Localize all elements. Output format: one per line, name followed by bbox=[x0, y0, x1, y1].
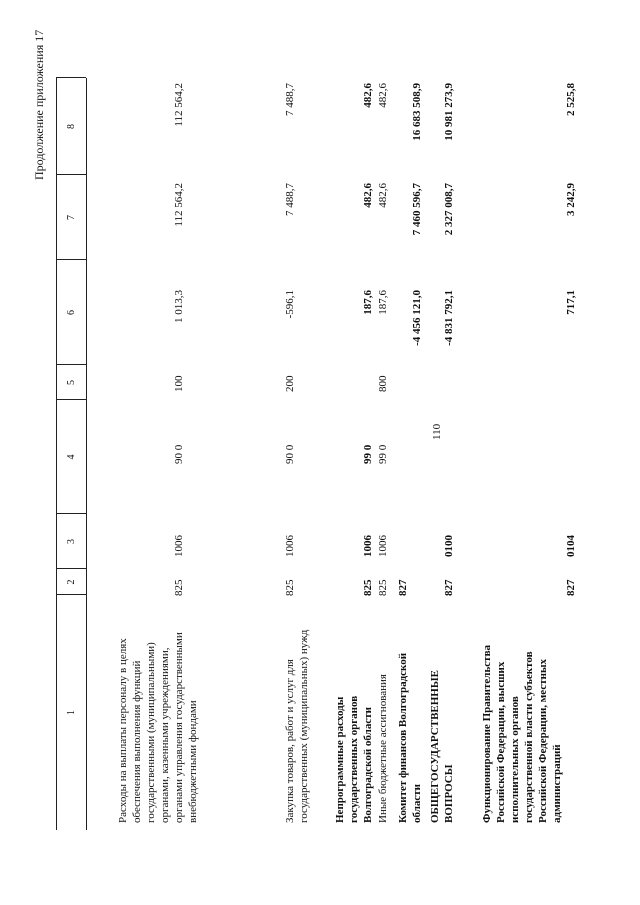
cell-col6: -4 831 792,1 bbox=[443, 290, 455, 346]
cell-col8: 7 488,7 bbox=[284, 83, 296, 116]
cell-col6: 1 013,3 bbox=[173, 290, 185, 323]
column-number: 5 bbox=[66, 380, 77, 385]
cell-col6: 717,1 bbox=[565, 290, 577, 315]
cell-col7: 482,6 bbox=[377, 183, 389, 208]
column-number: 1 bbox=[66, 710, 77, 715]
cell-col7: 7 460 596,7 bbox=[411, 183, 423, 236]
cell-col3: 1006 bbox=[284, 535, 296, 557]
column-number: 3 bbox=[66, 539, 77, 544]
row-name: Функционирование Правительства Российской Федерации, высших исполнительных органов государственной власти субъектов Российской Федерации, местных администраций bbox=[481, 644, 563, 823]
cell-col4: 90 0 bbox=[284, 444, 296, 464]
cell-col8: 16 683 508,9 bbox=[411, 83, 423, 141]
appendix-caption: Продолжение приложения 17 bbox=[32, 29, 46, 180]
cell-col8: 112 564,2 bbox=[173, 83, 185, 127]
cell-col4: 99 0 bbox=[377, 444, 389, 464]
cell-col5: 100 bbox=[173, 375, 185, 392]
header-top-border bbox=[56, 78, 57, 830]
cell-col7: 7 488,7 bbox=[284, 183, 296, 216]
cell-col6: -596,1 bbox=[284, 290, 296, 319]
cell-col2: 827 bbox=[443, 579, 455, 596]
cell-col5: 200 bbox=[284, 375, 296, 392]
column-number: 8 bbox=[66, 124, 77, 129]
cell-col2: 827 bbox=[565, 579, 577, 596]
column-number: 2 bbox=[66, 579, 77, 585]
cell-col8: 482,6 bbox=[377, 83, 389, 108]
cell-col7: 3 242,9 bbox=[565, 183, 577, 216]
cell-col3: 1006 bbox=[173, 535, 185, 557]
cell-col6: 187,6 bbox=[362, 290, 374, 315]
column-number: 7 bbox=[66, 215, 77, 220]
column-number: 6 bbox=[66, 310, 77, 315]
cell-col2: 825 bbox=[284, 579, 296, 596]
header-bottom-border bbox=[86, 78, 87, 830]
cell-col8: 2 525,8 bbox=[565, 83, 577, 116]
page-number: 110 bbox=[431, 423, 443, 440]
cell-col2: 825 bbox=[377, 579, 389, 596]
rotated-page-content bbox=[28, 15, 618, 835]
cell-col8: 482,6 bbox=[362, 83, 374, 108]
cell-col7: 112 564,2 bbox=[173, 183, 185, 227]
row-name: ОБЩЕГОСУДАРСТВЕННЫЕ ВОПРОСЫ bbox=[429, 670, 455, 823]
cell-col3: 0104 bbox=[565, 535, 577, 557]
cell-col3: 1006 bbox=[362, 535, 374, 557]
row-name: Закупка товаров, работ и услуг для государственных (муниципальных) нужд bbox=[284, 629, 310, 823]
cell-col2: 825 bbox=[173, 579, 185, 596]
cell-col4: 99 0 bbox=[362, 444, 374, 464]
cell-col3: 0100 bbox=[443, 535, 455, 557]
cell-col2: 827 bbox=[397, 579, 409, 596]
cell-col7: 482,6 bbox=[362, 183, 374, 208]
cell-col4: 90 0 bbox=[173, 444, 185, 464]
column-number: 4 bbox=[66, 454, 77, 460]
cell-col2: 825 bbox=[362, 579, 374, 596]
cell-col8: 10 981 273,9 bbox=[443, 83, 455, 141]
row-name: Расходы на выплаты персоналу в целях обеспечения выполнения функций государственными (муниципальными) органами, казенными учреждениями, органами управления государственными внебюджетными фондами bbox=[117, 632, 199, 823]
row-name: Комитет финансов Волгоградской области bbox=[397, 652, 423, 823]
row-name: Иные бюджетные ассигнования bbox=[377, 674, 389, 823]
cell-col7: 2 327 008,7 bbox=[443, 183, 455, 236]
row-name: Непрограммные расходы государственных органов Волгоградской области bbox=[334, 695, 374, 823]
cell-col6: 187,6 bbox=[377, 290, 389, 315]
cell-col3: 1006 bbox=[377, 535, 389, 557]
cell-col5: 800 bbox=[377, 375, 389, 392]
cell-col6: -4 456 121,0 bbox=[411, 290, 423, 346]
